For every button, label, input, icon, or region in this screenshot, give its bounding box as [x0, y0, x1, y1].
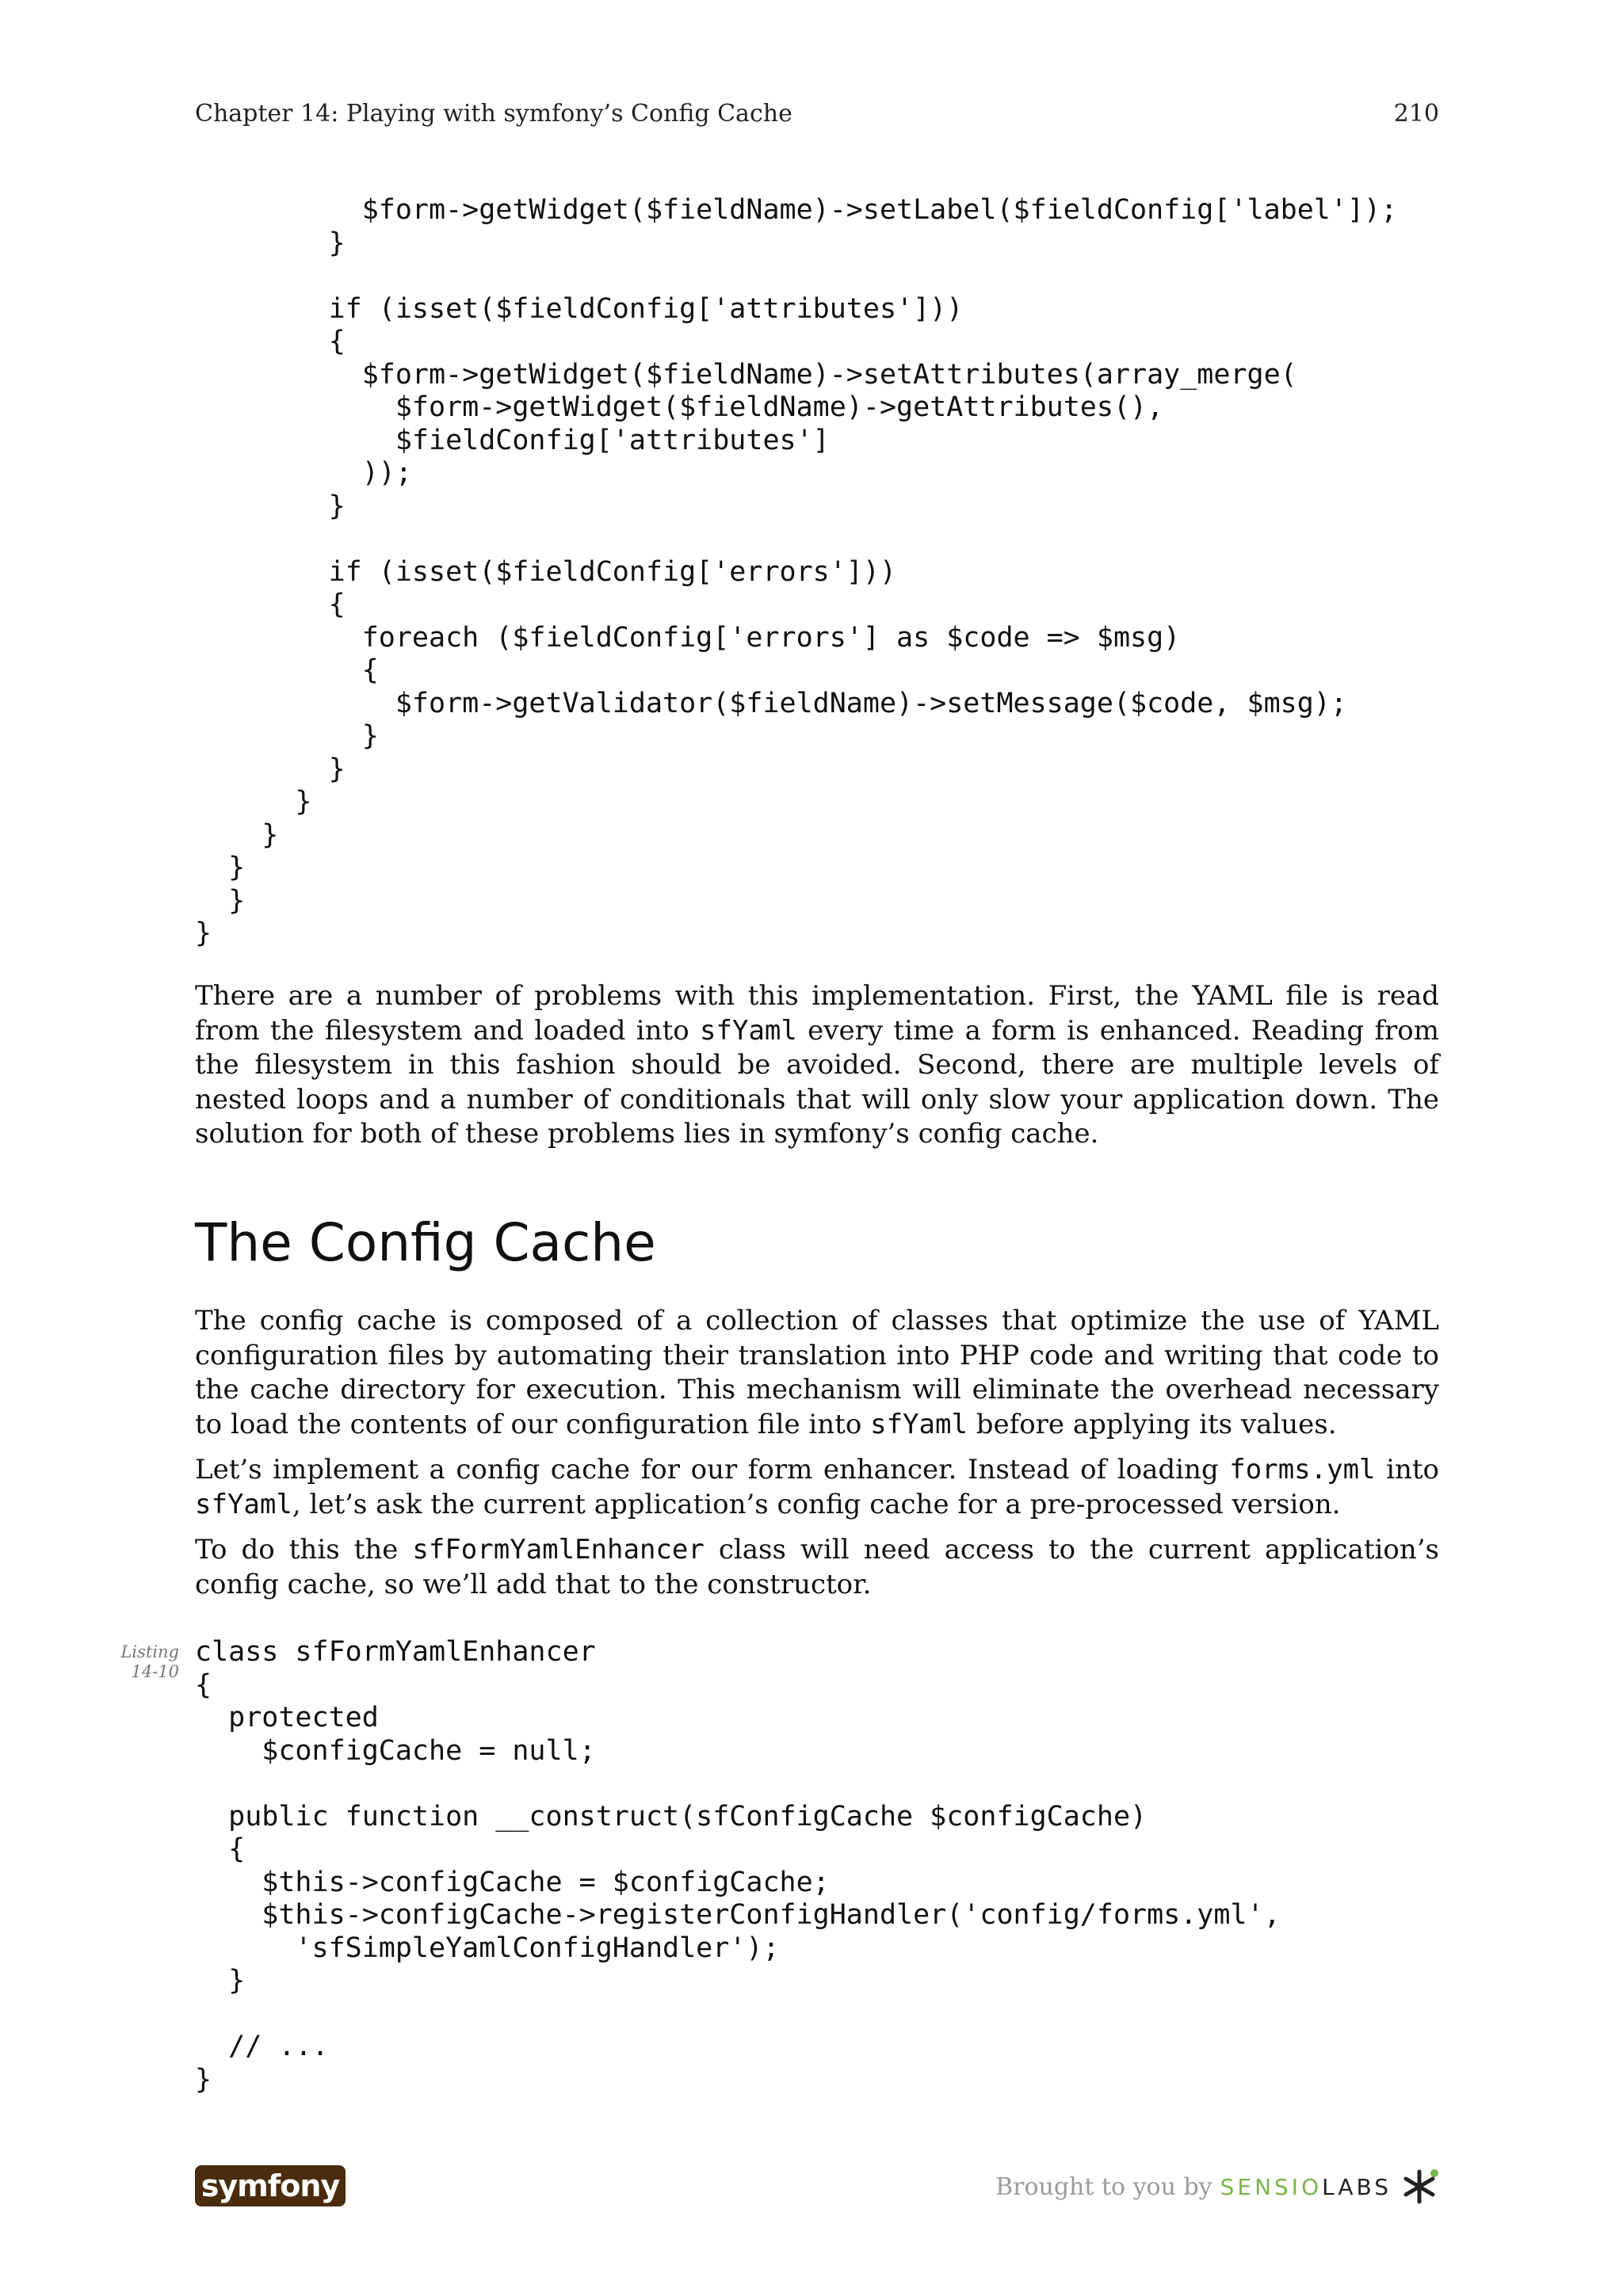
brand-sensio: SENSIO [1220, 2173, 1323, 2200]
section-heading: The Config Cache [195, 1212, 656, 1273]
inline-code: forms.yml [1229, 1454, 1376, 1486]
body-text-1 [195, 979, 1439, 1163]
paragraph: There are a number of problems with this implementation. First, the YAML file is read from the filesystem and loaded into sfYaml every time a form is enhanced. Reading from the filesystem in this fashion should be avoided. Second, there are multiple levels of nested loops and a number of conditionals that will only slow your application down. The solution for both of these problems lies in symfony’s config cache. [195, 980, 1439, 1150]
body-text-2 [195, 1304, 1439, 1613]
code-listing-continuation: $form->getWidget($fieldName)->setLabel($fieldConfig['label']); } if (isset($fieldConfig['attributes'])) { $form->getWidget($fieldName)->setAttributes(array_merge( $form->getWidget($fieldName)->getAttributes(), $fieldConfig['attributes'] )); } if (isset($fieldConfig['errors'])) { foreach ($fieldConfig['errors'] as $code => $msg) { $form->getValidator($fieldName)->setMessage($code, $msg); } } } } } } } [195, 194, 1398, 949]
symfony-logo: symfony [195, 2165, 346, 2206]
sensiolabs-star-icon [1400, 2167, 1439, 2206]
paragraph: To do this the sfFormYamlEnhancer class will need access to the current application’s config cache, so we’ll add that to the constructor. [195, 1534, 1439, 1600]
inline-code: sfYaml [700, 1014, 797, 1047]
brought-by-text: Brought to you by [995, 2172, 1212, 2201]
page-number: 210 [1393, 100, 1439, 128]
code-listing-14-10: class sfFormYamlEnhancer { protected $configCache = null; public function __construct(sfConfigCache $configCache) { $this->configCache = $configCache; $this->configCache->registerConfigHandler('config/forms.yml', 'sfSimpleYamlConfigHandler'); } // ... } [195, 1636, 1281, 2096]
inline-code: sfYaml [870, 1408, 968, 1440]
paragraph: The config cache is composed of a collection of classes that optimize the use of YAML configuration files by automating their translation into PHP code and writing that code to the cache directory for execution. This mechanism will eliminate the overhead necessary to load the contents of our configuration file into sfYaml before applying its values. [195, 1305, 1439, 1440]
inline-code: sfYaml [195, 1488, 292, 1520]
brand-labs: LABS [1322, 2173, 1392, 2200]
paragraph: Let’s implement a config cache for our form enhancer. Instead of loading forms.yml into sfYaml, let’s ask the current application’s config cache for a pre-processed version. [195, 1454, 1439, 1520]
chapter-title: Chapter 14: Playing with symfony’s Config Cache [195, 100, 792, 128]
listing-label: Listing 14-10 [120, 1642, 179, 1681]
page-header [195, 93, 1439, 133]
sponsor-credit [995, 2163, 1439, 2210]
inline-code: sfFormYamlEnhancer [412, 1534, 705, 1566]
